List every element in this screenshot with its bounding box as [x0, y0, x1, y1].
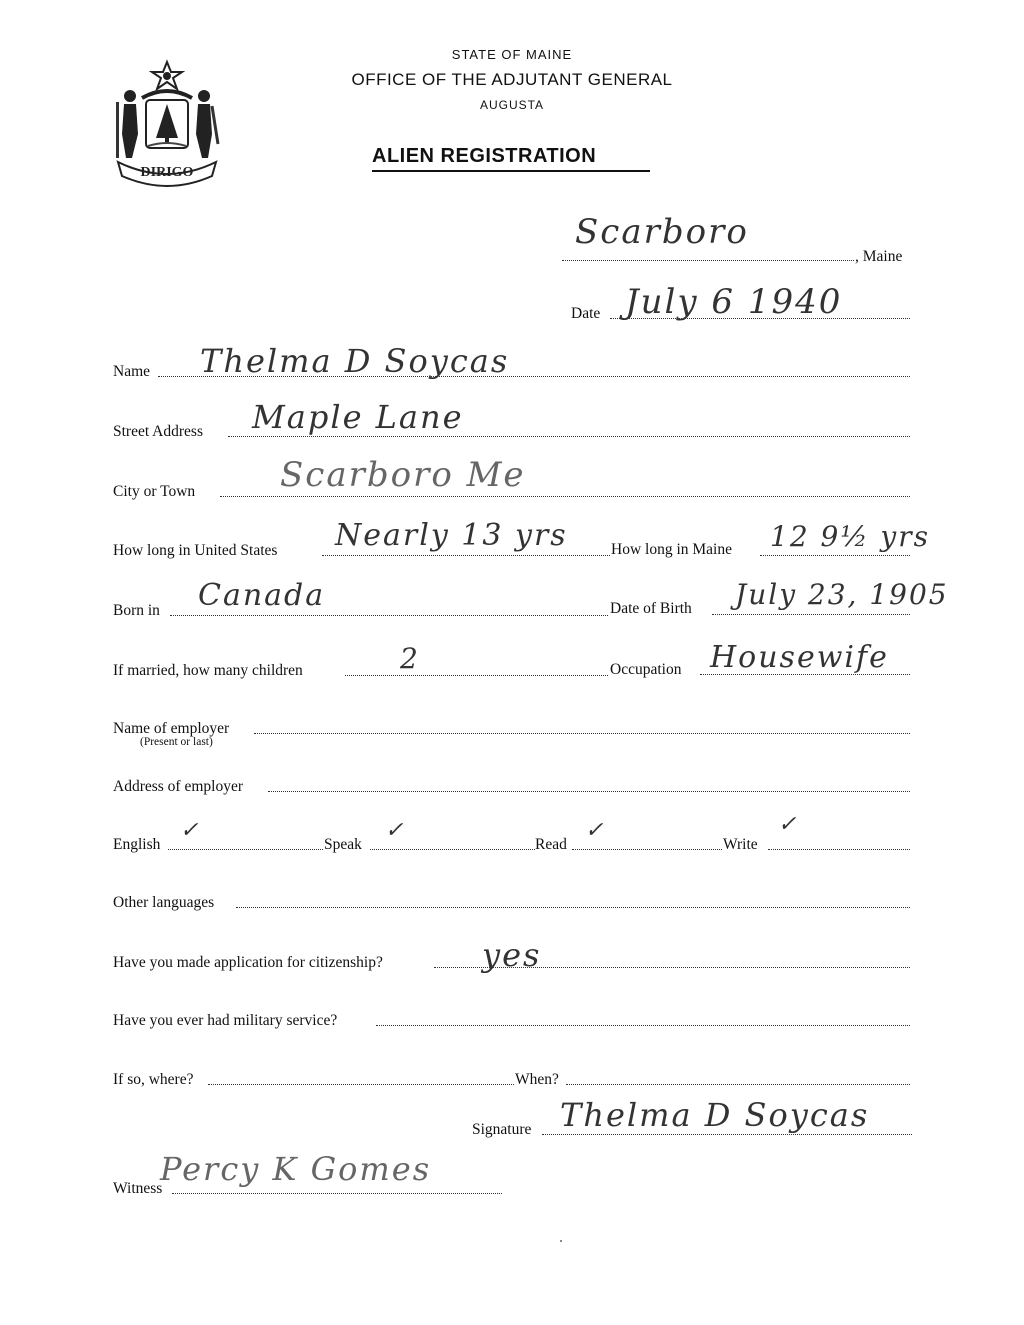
write-line	[768, 849, 910, 850]
citizenship-label: Have you made application for citizenship?	[113, 954, 383, 971]
form-title: ALIEN REGISTRATION	[372, 145, 597, 167]
when-label: When?	[515, 1071, 559, 1088]
children-value: 2	[400, 642, 420, 675]
english-check: ✓	[180, 818, 199, 843]
write-label: Write	[723, 836, 758, 853]
children-label: If married, how many children	[113, 662, 303, 679]
town-label: , Maine	[855, 248, 903, 265]
name-label: Name	[113, 363, 151, 380]
born-in-value: Canada	[198, 578, 326, 613]
how-long-maine-label: How long in Maine	[611, 541, 732, 558]
born-in-line	[170, 615, 608, 616]
title-underline	[372, 170, 650, 172]
how-long-us-line	[322, 555, 610, 556]
witness-label: Witness	[113, 1180, 163, 1197]
english-line	[168, 849, 323, 850]
children-line	[345, 675, 608, 676]
date-value: July 6 1940	[625, 282, 843, 322]
speak-line	[370, 849, 535, 850]
read-check: ✓	[585, 818, 604, 843]
date-of-birth-label: Date of Birth	[610, 600, 692, 617]
military-line	[376, 1025, 910, 1026]
signature-value: Thelma D Soycas	[560, 1096, 870, 1134]
other-languages-label: Other languages	[113, 894, 215, 911]
read-line	[572, 849, 722, 850]
city-label: City or Town	[113, 483, 196, 500]
street-address-value: Maple Lane	[252, 398, 464, 436]
born-in-label: Born in	[113, 602, 160, 619]
how-long-maine-line	[760, 555, 910, 556]
speak-check: ✓	[385, 818, 404, 843]
occupation-label: Occupation	[610, 661, 682, 678]
date-of-birth-value: July 23, 1905	[735, 578, 949, 611]
city-line	[220, 496, 910, 497]
citizenship-value: yes	[482, 936, 542, 974]
name-value: Thelma D Soycas	[200, 342, 510, 380]
city-heading: AUGUSTA	[479, 98, 545, 112]
employer-address-line	[268, 791, 910, 792]
where-line	[208, 1084, 514, 1085]
svg-text:DIRIGO: DIRIGO	[140, 165, 194, 180]
signature-line	[542, 1134, 912, 1135]
how-long-us-label: How long in United States	[113, 542, 278, 559]
employer-name-label: Name of employer	[113, 720, 230, 737]
town-value: Scarboro	[575, 212, 749, 252]
other-languages-line	[236, 907, 910, 908]
how-long-maine-value: 12 9½ yrs	[770, 520, 930, 553]
witness-line	[172, 1193, 502, 1194]
date-of-birth-line	[712, 614, 910, 615]
signature-label: Signature	[472, 1121, 532, 1138]
when-line	[566, 1084, 910, 1085]
city-value: Scarboro Me	[280, 455, 526, 495]
street-address-line	[228, 436, 910, 437]
occupation-value: Housewife	[710, 640, 889, 675]
street-address-label: Street Address	[113, 423, 203, 440]
office-heading: OFFICE OF THE ADJUTANT GENERAL	[351, 70, 673, 89]
speak-label: Speak	[324, 836, 362, 853]
military-label: Have you ever had military service?	[113, 1012, 338, 1029]
read-label: Read	[535, 836, 567, 853]
where-label: If so, where?	[113, 1071, 194, 1088]
english-label: English	[113, 836, 161, 853]
how-long-us-value: Nearly 13 yrs	[335, 518, 568, 553]
state-heading: STATE OF MAINE	[451, 47, 573, 62]
employer-name-line	[254, 733, 910, 734]
employer-name-sublabel: (Present or last)	[140, 736, 213, 748]
write-check: ✓	[778, 812, 797, 837]
date-label: Date	[571, 305, 601, 322]
town-line	[562, 260, 854, 261]
employer-address-label: Address of employer	[113, 778, 243, 795]
scan-speck	[560, 1240, 562, 1242]
witness-value: Percy K Gomes	[160, 1150, 432, 1188]
